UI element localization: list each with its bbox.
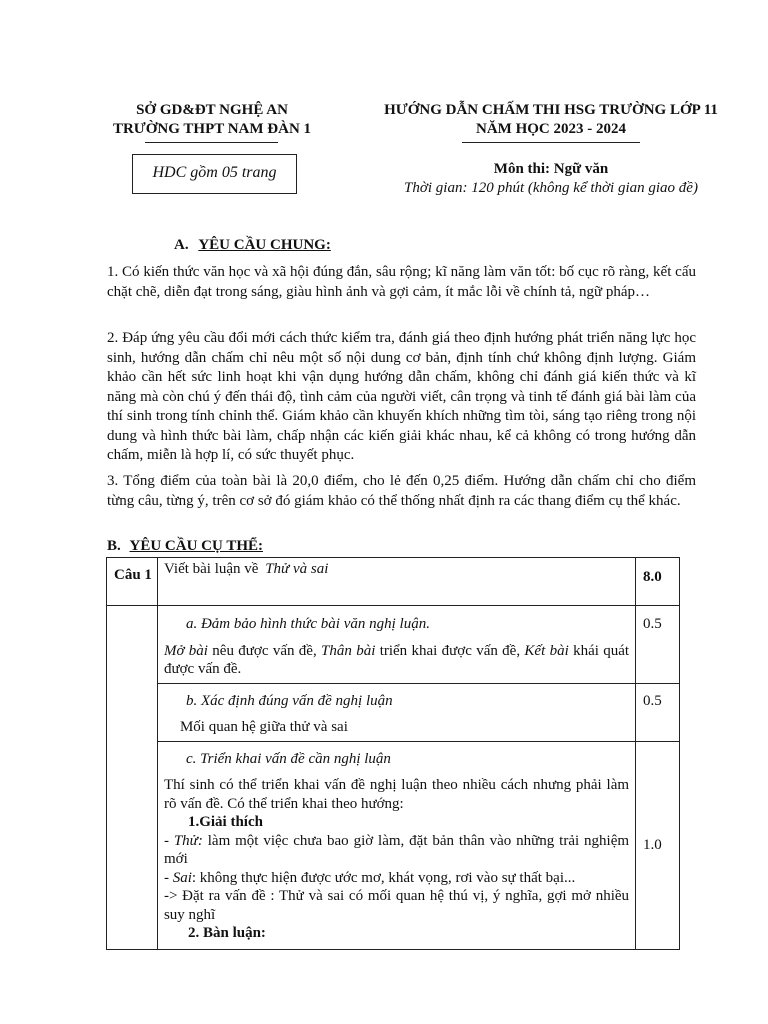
essay-topic: Thử và sai bbox=[265, 561, 329, 577]
criterion-c-intro: Thí sinh có thể triển khai vấn đề nghị luận theo nhiều cách nhưng phải làm rõ vấn đề. Có thể triển khai theo hướng: bbox=[163, 777, 630, 812]
essay-prompt bbox=[164, 561, 328, 577]
criterion-c-score: 1.0 bbox=[643, 836, 662, 853]
subject-label: Môn thi: bbox=[493, 161, 551, 177]
general-requirement-1: 1. Có kiến thức văn học và xã hội đúng đắn, sâu rộng; kĩ năng làm văn tốt: bố cục rõ ràng, kết cấu chặt chẽ, diễn đạt trong sáng, giàu hình ảnh và gợi cảm, ít mắc lỗi về chính tả, ngữ pháp… bbox=[107, 264, 696, 300]
section-a-heading bbox=[174, 237, 331, 254]
section-b-heading bbox=[107, 538, 263, 555]
left-header-rule bbox=[145, 142, 278, 143]
subject-value: Ngữ văn bbox=[553, 161, 609, 177]
criterion-b-text: Mối quan hệ giữa thử và sai bbox=[179, 719, 348, 735]
page-count-box bbox=[132, 154, 297, 194]
table-row bbox=[107, 558, 680, 606]
question-cell-empty bbox=[107, 606, 158, 950]
question-label: Câu 1 bbox=[114, 567, 152, 583]
subject-line bbox=[356, 160, 746, 179]
general-requirement-2: 2. Đáp ứng yêu cầu đổi mới cách thức kiểm tra, đánh giá theo định hướng phát triển năng lực học sinh, hướng dẫn chấm chỉ nêu một số nội dung cơ bản, định tính chứ không định lượng. Giám khảo cần hết sức linh hoạt khi vận dụng hướng dẫn chấm, không chỉ đánh giá kiến thức và kĩ năng mà còn chú ý đến thái độ, tình cảm của người viết, cân trọng và tinh tế đánh giá bài làm của thí sinh trong tính chỉnh thể. Giám khảo cần khuyến khích những tìm tòi, sáng tạo riêng trong nội dung và hình thức bài làm, chấp nhận các kiến giải khác nhau, kể cả không có trong hướng dẫn chấm, miễn là hợp lí, có sức thuyết phục. bbox=[107, 330, 696, 463]
table-row bbox=[107, 741, 680, 949]
grading-table bbox=[106, 557, 680, 950]
criterion-b-heading: b. Xác định đúng vấn đề nghị luận bbox=[185, 692, 393, 709]
section-a-prefix: A. bbox=[174, 237, 189, 253]
total-score: 8.0 bbox=[643, 569, 662, 585]
criterion-a-score: 0.5 bbox=[643, 616, 662, 632]
table-row bbox=[107, 683, 680, 741]
criterion-b-score: 0.5 bbox=[643, 692, 662, 709]
criterion-a-text: Mở bài nêu được vấn đề, Thân bài triển khai được vấn đề, Kết bài khái quát được vấn đề. bbox=[163, 642, 630, 677]
criterion-c-heading: c. Triển khai vấn đề cần nghị luận bbox=[185, 750, 391, 767]
department-name: SỞ GD&ĐT NGHỆ AN bbox=[136, 102, 288, 118]
document-title: HƯỚNG DẪN CHẤM THI HSG TRƯỜNG LỚP 11 bbox=[384, 102, 718, 118]
page-count-text: HDC gồm 05 trang bbox=[152, 164, 277, 181]
school-name: TRƯỜNG THPT NAM ĐÀN 1 bbox=[112, 121, 312, 137]
section-a-title: YÊU CẦU CHUNG: bbox=[198, 237, 331, 253]
right-header-rule bbox=[462, 142, 640, 143]
table-row bbox=[107, 606, 680, 684]
definition-thu: - Thử: làm một việc chưa bao giờ làm, đặt bản thân vào những trải nghiệm mới bbox=[163, 832, 630, 867]
section-b-title: YÊU CẦU CỤ THỂ: bbox=[129, 538, 263, 554]
section-b-prefix: B. bbox=[107, 538, 121, 554]
exam-time: Thời gian: 120 phút (không kể thời gian giao đề) bbox=[404, 180, 698, 196]
problem-statement: -> Đặt ra vấn đề : Thử và sai có mối quan hệ thú vị, ý nghĩa, gợi mở nhiều suy nghĩ bbox=[163, 888, 630, 923]
discussion-heading: 2. Bàn luận: bbox=[187, 925, 266, 941]
essay-prompt-prefix: Viết bài luận về bbox=[163, 561, 259, 577]
explanation-heading: 1.Giải thích bbox=[187, 814, 263, 830]
general-requirement-3: 3. Tổng điểm của toàn bài là 20,0 điểm, cho lẻ đến 0,25 điểm. Hướng dẫn chấm chỉ cho điểm từng câu, từng ý, trên cơ sở đó giám khảo có thể thống nhất định ra các thang điểm cụ thể khác. bbox=[107, 473, 696, 509]
criterion-a-heading: a. Đảm bảo hình thức bài văn nghị luận. bbox=[185, 616, 430, 632]
definition-sai: - Sai: không thực hiện được ước mơ, khát vọng, rơi vào sự thất bại... bbox=[163, 869, 576, 886]
school-year: NĂM HỌC 2023 - 2024 bbox=[476, 121, 626, 137]
